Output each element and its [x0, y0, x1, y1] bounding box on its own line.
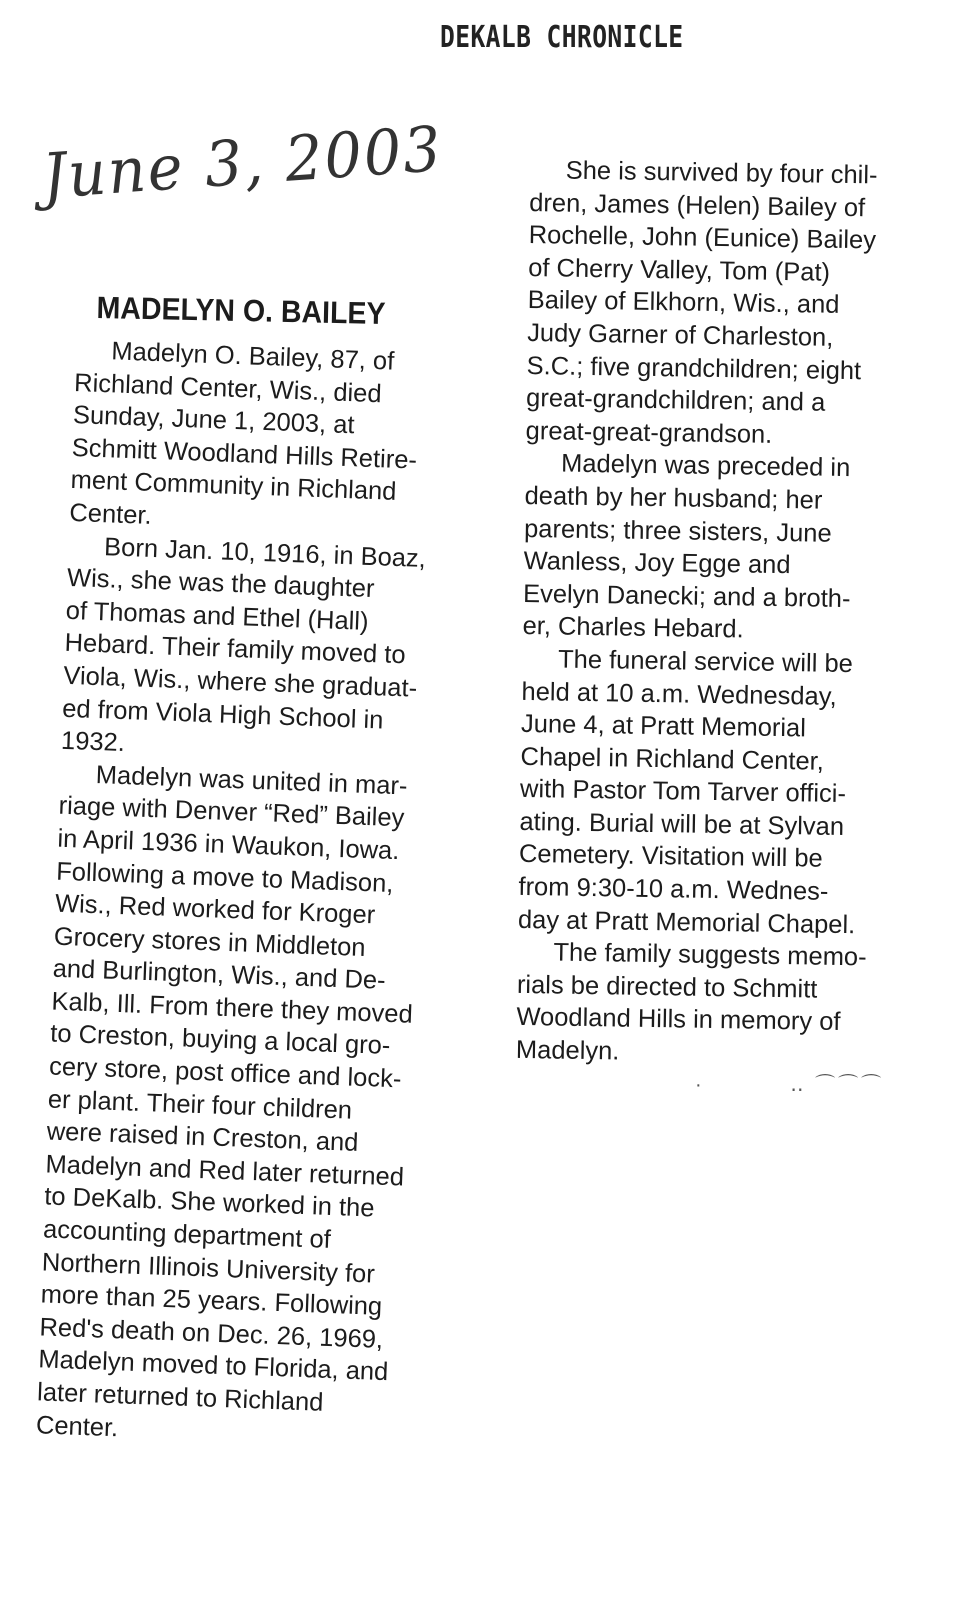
text-line: with Pastor Tom Tarver offici-	[519, 775, 847, 809]
text-line: Northern Illinois University for	[41, 1248, 376, 1289]
text-line: ment Community in Richland	[70, 466, 397, 507]
text-line: Cemetery. Visitation will be	[518, 840, 823, 874]
text-line: Red's death on Dec. 26, 1969,	[39, 1313, 384, 1354]
text-line: rials be directed to Schmitt	[516, 970, 818, 1004]
text-line: in April 1936 in Waukon, Iowa.	[56, 824, 400, 866]
text-line: Kalb, Ill. From there they moved	[51, 987, 414, 1029]
text-line: accounting department of	[42, 1215, 332, 1254]
text-line: cery store, post office and lock-	[48, 1052, 402, 1094]
text-line: 1932.	[60, 726, 126, 758]
text-line: to Creston, buying a local gro-	[49, 1020, 391, 1061]
text-line: from 9:30-10 a.m. Wednes-	[518, 872, 829, 906]
text-line: day at Pratt Memorial Chapel.	[517, 905, 856, 939]
text-line: and Burlington, Wis., and De-	[52, 954, 387, 996]
text-line: Madelyn.	[515, 1035, 620, 1066]
text-line: Center.	[35, 1410, 119, 1442]
newspaper-masthead: DEKALB CHRONICLE	[440, 20, 684, 55]
text-line: held at 10 a.m. Wednesday,	[521, 677, 837, 711]
text-line: later returned to Richland	[36, 1378, 324, 1417]
text-line: riage with Denver “Red” Bailey	[58, 792, 405, 833]
text-line: great-great-grandson.	[525, 416, 773, 449]
text-line: to DeKalb. She worked in the	[43, 1182, 375, 1223]
text-line: more than 25 years. Following	[40, 1280, 383, 1322]
text-line: Grocery stores in Middleton	[53, 922, 367, 962]
text-line: She is survived by four chil-	[565, 156, 878, 190]
text-line: June 4, at Pratt Memorial	[520, 710, 807, 743]
text-line: The family suggests memo-	[553, 938, 867, 972]
text-line: Hebard. Their family moved to	[64, 629, 407, 670]
text-line: were raised in Creston, and	[46, 1117, 359, 1158]
text-line: Madelyn O. Bailey, 87, of	[110, 337, 395, 376]
text-line: Woodland Hills in memory of	[516, 1003, 841, 1037]
text-line: Born Jan. 10, 1916, in Boaz,	[103, 532, 427, 573]
text-line: Viola, Wis., where she graduat-	[62, 661, 418, 703]
text-line: ed from Viola High School in	[61, 694, 384, 735]
text-line: Richland Center, Wis., died	[73, 368, 383, 408]
text-line: Wis., Red worked for Kroger	[54, 889, 376, 930]
text-line: Rochelle, John (Eunice) Bailey	[528, 221, 877, 255]
text-line: parents; three sisters, June	[523, 514, 832, 548]
right-column	[516, 154, 879, 1072]
text-line: er plant. Their four children	[47, 1085, 353, 1125]
text-line: Sunday, June 1, 2003, at	[72, 401, 356, 440]
text-line: Schmitt Woodland Hills Retire-	[71, 433, 418, 475]
text-line: of Thomas and Ethel (Hall)	[65, 596, 370, 636]
text-line: Wis., she was the daughter	[66, 564, 375, 604]
text-line: S.C.; five grandchildren; eight	[526, 351, 862, 385]
text-line: death by her husband; her	[524, 481, 823, 515]
left-column	[35, 334, 437, 1455]
text-line: ating. Burial will be at Sylvan	[519, 807, 845, 841]
text-line: Madelyn was preceded in	[560, 449, 851, 483]
text-line: The funeral service will be	[557, 645, 854, 679]
text-line: Bailey of Elkhorn, Wis., and	[527, 286, 840, 320]
handwritten-date: June 3, 2003	[40, 112, 445, 213]
text-line: Evelyn Danecki; and a broth-	[522, 579, 851, 613]
text-line: er, Charles Hebard.	[522, 612, 744, 644]
text-line: dren, James (Helen) Bailey of	[529, 188, 866, 222]
text-line: Following a move to Madison,	[55, 857, 394, 898]
text-line: Madelyn was united in mar-	[95, 760, 408, 801]
text-line: Judy Garner of Charleston,	[526, 318, 834, 352]
text-line: Center.	[68, 498, 153, 530]
obituary-headline: MADELYN O. BAILEY	[96, 290, 386, 332]
text-line: Chapel in Richland Center,	[520, 742, 825, 776]
text-line: great-grandchildren; and a	[525, 384, 826, 417]
text-line: Wanless, Joy Egge and	[523, 547, 791, 580]
text-line: Madelyn moved to Florida, and	[37, 1345, 389, 1387]
text-line: Madelyn and Red later returned	[45, 1150, 405, 1192]
scan-speckles: · ‥ ⌒⌒⌒	[695, 1074, 885, 1096]
text-line: of Cherry Valley, Tom (Pat)	[527, 253, 831, 287]
